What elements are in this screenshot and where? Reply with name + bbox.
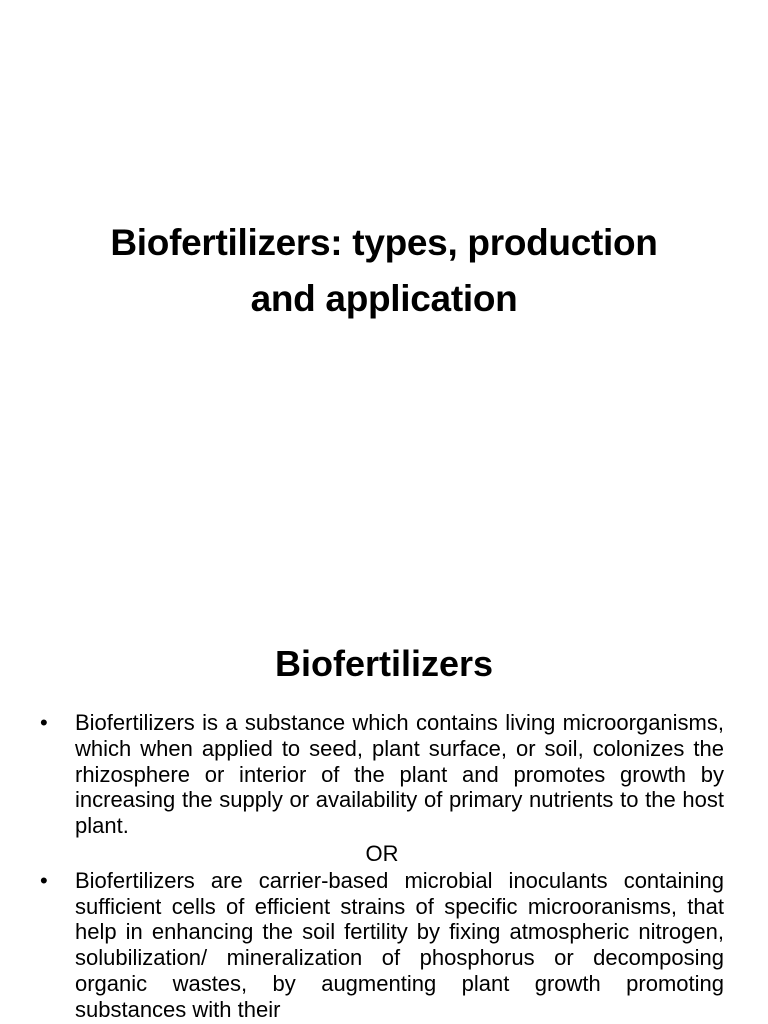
bullet-text: Biofertilizers are carrier-based microbial inoculants containing sufficient cells of efficient strains of specific microoranisms, that help in enhancing the soil fertility by fixing atmospheric nitrogen, solubilization/ mineralization of phosphorus or decomposing organic wastes, by augmenting plant growth promoting substances with their [75,867,724,1022]
title-line-1: Biofertilizers: types, production [110,221,658,263]
or-separator: OR [365,840,399,866]
bullet-list [40,710,724,1023]
document-title [40,215,728,327]
title-line-2: and application [250,277,518,319]
bullet-icon: • [40,710,48,735]
bullet-icon: • [40,867,48,893]
bullet-item-definition-1 [40,710,724,839]
bullet-text: Biofertilizers is a substance which contains living microorganisms, which when applied to seed, plant surface, or soil, colonizes the rhizosphere or interior of the plant and promotes growth by increasing the supply or availability of primary nutrients to the host plant. [75,710,724,839]
section-heading: Biofertilizers [274,642,494,684]
bullet-item-definition-2 [40,868,724,1023]
content-slide [0,560,768,1024]
